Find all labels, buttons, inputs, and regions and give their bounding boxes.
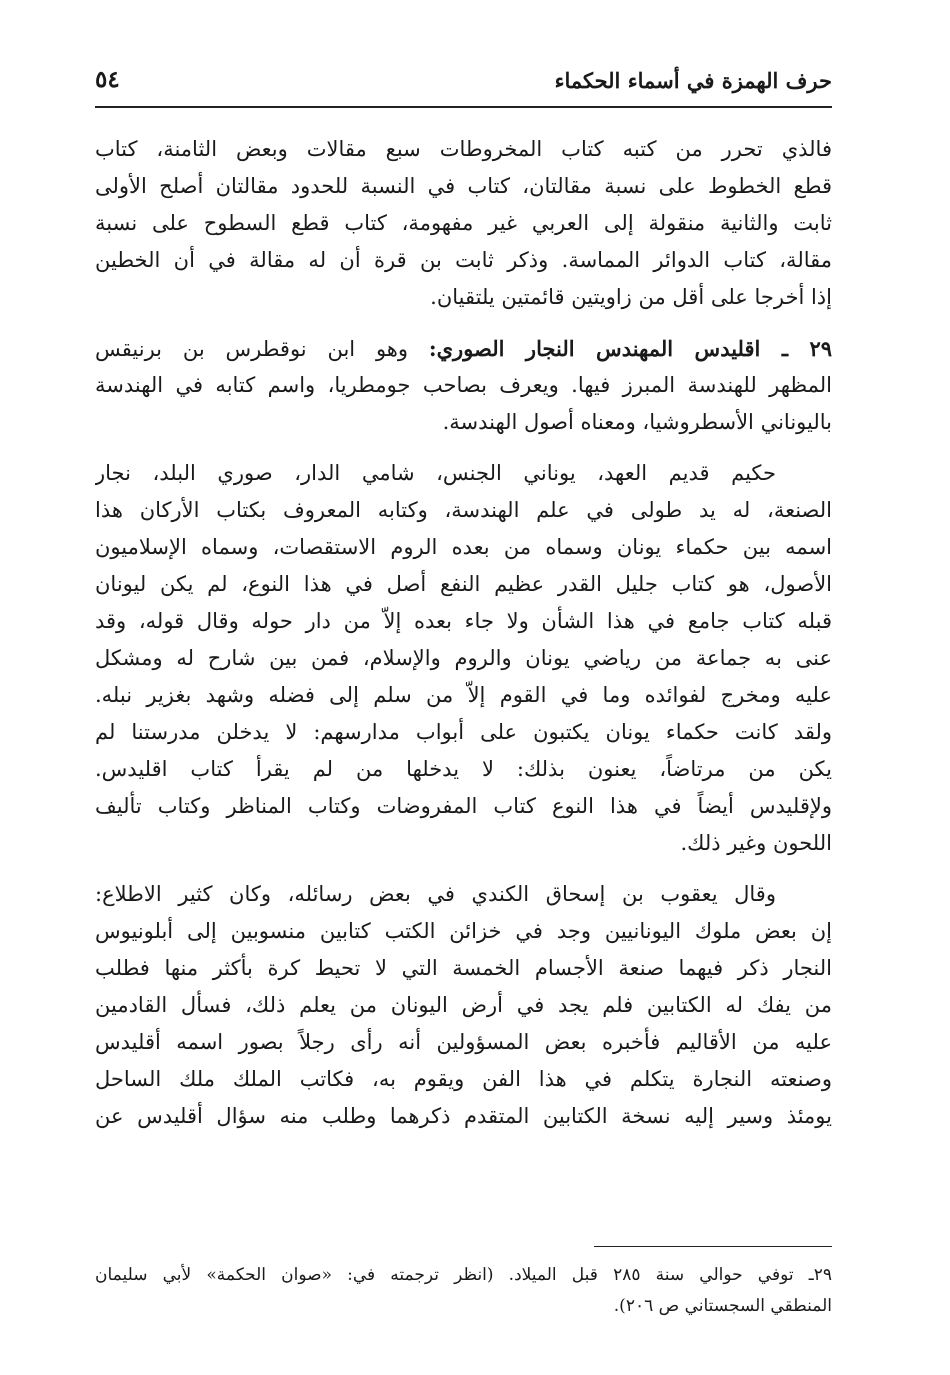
text-line: الصنعة، له يد طولى في علم الهندسة، وكتابه المعروف بكتاب الأركان هذا xyxy=(95,498,832,522)
entry-heading-continuation: وهو ابن نوقطرس بن برنيقس xyxy=(95,337,409,361)
text-line: عليه ومخرج لفوائده وما في القوم إلاّ من سلم إلى فضله وشهد بغزير نبله. xyxy=(95,683,832,707)
text-line: عليه من الأقاليم فأخبره بعض المسؤولين أنه رأى رجلاً بصور اسمه أقليدس xyxy=(95,1030,832,1054)
text-line: يومئذ وسير إليه نسخة الكتابين المتقدم ذكرهما وطلب منه سؤال أقليدس عن xyxy=(95,1104,832,1128)
header-title: حرف الهمزة في أسماء الحكماء xyxy=(554,68,832,93)
text-line: الأصول، هو كتاب جليل القدر عظيم النفع أصل في هذا النوع، لم يكن ليونان xyxy=(95,572,832,596)
text-line: من يفك له الكتابين فلم يجد في أرض اليونان من يعلم ذلك، فسأل القادمين xyxy=(95,993,832,1017)
text-line: مقالة، كتاب الدوائر المماسة. وذكر ثابت بن قرة أن له مقالة في أن الخطين xyxy=(95,248,832,272)
text-line: ولقد كانت حكماء يونان يكتبون على أبواب مدارسهم: لا يدخلن مدرستنا لم xyxy=(95,720,832,744)
text-line: قبله كتاب جامع في هذا الشأن ولا جاء بعده إلاّ من دار حوله وقال قوله، وقد xyxy=(95,609,832,633)
paragraph-3 xyxy=(95,455,832,862)
text-line: حكيم قديم العهد، يوناني الجنس، شامي الدار، صوري البلد، نجار xyxy=(95,461,776,485)
main-text xyxy=(95,131,832,1135)
text-line: إن بعض ملوك اليونانيين وجد في خزائن الكتب كتابين منسوبين إلى أبلونيوس xyxy=(95,919,832,943)
text-line xyxy=(95,330,832,367)
footnote-line: ٢٩ـ توفي حوالي سنة ٢٨٥ قبل الميلاد. (انظر ترجمته في: «صوان الحكمة» لأبي سليمان xyxy=(95,1265,832,1285)
text-line: المظهر للهندسة المبرز فيها. ويعرف بصاحب جومطريا، واسم كتابه في الهندسة xyxy=(95,373,832,397)
footnote xyxy=(95,1260,832,1322)
text-line: يكن من مرتاضاً، يعنون بذلك: لا يدخلها من لم يقرأ كتاب اقليدس. xyxy=(95,757,832,781)
paragraph-4 xyxy=(95,876,832,1135)
footnote-divider xyxy=(594,1246,832,1247)
text-line: ولإقليدس أيضاً في هذا النوع كتاب المفروضات وكتاب المناظر وكتاب تأليف xyxy=(95,794,832,818)
page-number: ٥٤ xyxy=(95,66,120,93)
text-line: قطع الخطوط على نسبة مقالتان، كتاب في النسبة للحدود مقالتان أصلح الأولى xyxy=(95,174,832,198)
text-line: اسمه بين حكماء يونان وسماه من بعده الروم الاستقصات، وسماه الإسلاميون xyxy=(95,535,832,559)
footnote-line: المنطقي السجستاني ص ٢٠٦). xyxy=(613,1296,832,1316)
text-line: وقال يعقوب بن إسحاق الكندي في بعض رسائله، وكان كثير الاطلاع: xyxy=(95,882,776,906)
text-line: وصنعته النجارة يتكلم في هذا الفن ويقوم به، فكاتب الملك ملك الساحل xyxy=(95,1067,832,1091)
text-line: إذا أخرجا على أقل من زاويتين قائمتين يلتقيان. xyxy=(430,285,832,309)
text-line: عنى به جماعة من رياضي يونان والروم والإسلام، فمن بين شارح له ومشكل xyxy=(95,646,832,670)
running-header xyxy=(95,62,832,106)
text-line: اللحون وغير ذلك. xyxy=(680,831,832,855)
text-line: ثابت والثانية منقولة إلى العربي غير مفهومة، كتاب قطع السطوح على نسبة xyxy=(95,211,832,235)
entry-heading: ٢٩ ـ اقليدس المهندس النجار الصوري: xyxy=(428,336,832,361)
text-line: فالذي تحرر من كتبه كتاب المخروطات سبع مقالات وبعض الثامنة، كتاب xyxy=(95,137,832,161)
paragraph-1 xyxy=(95,131,832,316)
text-line: النجار ذكر فيهما صنعة الأجسام الخمسة التي لا تحيط كرة بأكثر منها فطلب xyxy=(95,956,832,980)
paragraph-entry-29 xyxy=(95,330,832,441)
text-line: باليوناني الأسطروشيا، ومعناه أصول الهندسة. xyxy=(442,410,832,434)
header-divider xyxy=(95,106,832,108)
